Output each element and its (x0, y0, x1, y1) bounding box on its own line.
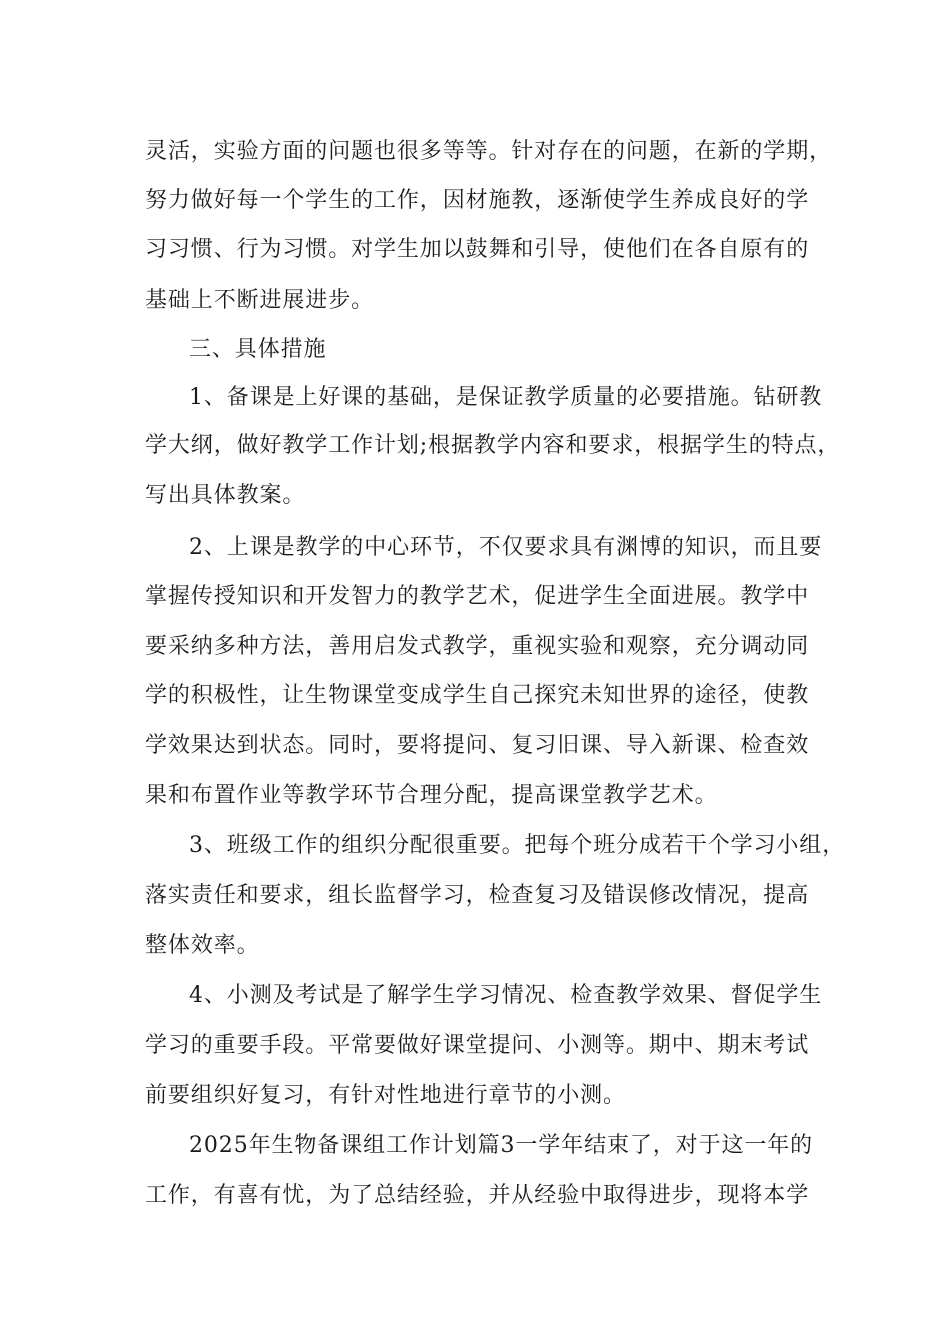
text-line: 学大纲，做好教学工作计划;根据教学内容和要求，根据学生的特点， (145, 433, 841, 458)
text-line: 落实责任和要求，组长监督学习，检查复习及错误修改情况，提高 (145, 883, 810, 908)
text-line: 前要组织好复习，有针对性地进行章节的小测。 (145, 1083, 626, 1108)
text-line: 努力做好每一个学生的工作，因材施教，逐渐使学生养成良好的学 (145, 188, 810, 213)
text-line: 2、上课是教学的中心环节，不仅要求具有渊博的知识，而且要 (189, 535, 823, 560)
text-line: 学习的重要手段。平常要做好课堂提问、小测等。期中、期末考试 (145, 1033, 810, 1058)
text-line: 习习惯、行为习惯。对学生加以鼓舞和引导，使他们在各自原有的 (145, 237, 810, 262)
text-line: 3、班级工作的组织分配很重要。把每个班分成若干个学习小组， (189, 833, 846, 858)
text-line: 掌握传授知识和开发智力的教学艺术，促进学生全面进展。教学中 (145, 584, 810, 609)
text-line: 果和布置作业等教学环节合理分配，提高课堂教学艺术。 (145, 783, 718, 808)
text-line: 灵活，实验方面的问题也很多等等。针对存在的问题，在新的学期， (145, 139, 833, 164)
text-line: 2025年生物备课组工作计划篇3一学年结束了，对于这一年的 (189, 1133, 814, 1158)
text-line: 工作，有喜有忧，为了总结经验，并从经验中取得进步，现将本学 (145, 1183, 810, 1208)
text-line: 写出具体教案。 (145, 483, 306, 508)
text-line: 整体效率。 (145, 933, 260, 958)
text-line: 4、小测及考试是了解学生学习情况、检查教学效果、督促学生 (189, 983, 823, 1008)
text-line: 基础上不断进展进步。 (145, 288, 375, 313)
text-line: 要采纳多种方法，善用启发式教学，重视实验和观察，充分调动同 (145, 634, 810, 659)
text-line: 学效果达到状态。同时，要将提问、复习旧课、导入新课、检查效 (145, 733, 810, 758)
section-heading: 三、具体措施 (189, 337, 327, 362)
text-line: 学的积极性，让生物课堂变成学生自己探究未知世界的途径，使教 (145, 683, 810, 708)
text-line: 1、备课是上好课的基础，是保证教学质量的必要措施。钻研教 (189, 385, 823, 410)
